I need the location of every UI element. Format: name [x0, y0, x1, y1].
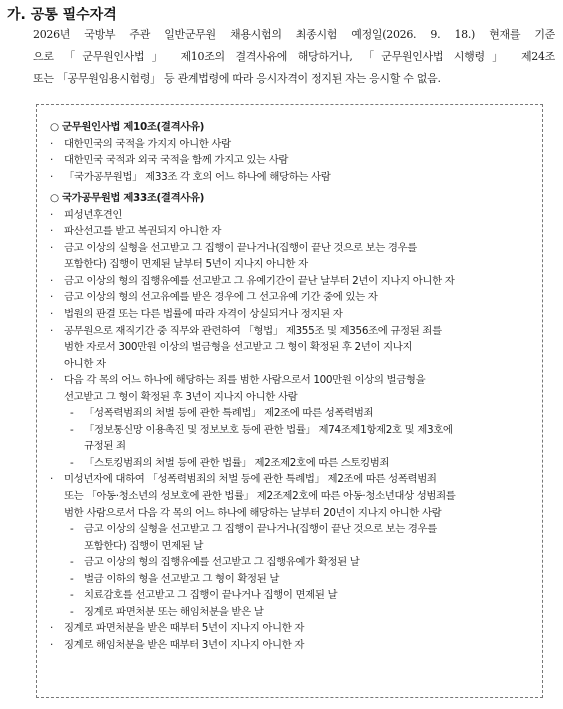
- list-item-line: [50, 505, 536, 522]
- list-item-line: [50, 389, 536, 406]
- item-text: 법원의 판결 또는 다른 법률에 따라 자격이 상실되거나 정지된 자: [64, 308, 343, 321]
- list-item-line: [50, 339, 536, 356]
- item-text: 「스토킹범죄의 처벌 등에 관한 법률」 제2조제2호에 따른 스토킹범죄: [84, 456, 390, 469]
- dot-bullet: ·: [50, 137, 53, 150]
- sub-item-line: [50, 521, 536, 538]
- sub-item-line: [50, 455, 536, 472]
- item-text: 금고 이상의 형의 집행유예를 선고받고 그 집행유예가 확정된 날: [84, 556, 360, 569]
- dash-bullet: -: [70, 572, 74, 585]
- list-item-line: [50, 620, 536, 637]
- dot-bullet: ·: [50, 324, 53, 337]
- list-item-line: [50, 323, 536, 340]
- item-text: 「성폭력범죄의 처벌 등에 관한 특례법」 제2조에 따른 성폭력범죄: [84, 407, 374, 420]
- list-item-line: [50, 273, 536, 290]
- sub-item-line: [50, 571, 536, 588]
- law-section-title: ○ 국가공무원법 제33조(결격사유): [50, 192, 205, 205]
- item-text: 금고 이상의 실형을 선고받고 그 집행이 끝나거나(집행이 끝난 것으로 보는 경우를: [64, 241, 417, 254]
- item-text: 포함한다) 집행이 면제된 날부터 5년이 지나지 아니한 자: [64, 258, 308, 271]
- sub-item-line: [50, 422, 536, 439]
- sub-item-line: [50, 438, 536, 455]
- item-text: 징계로 파면처분을 받은 때부터 5년이 지나지 아니한 자: [64, 622, 305, 635]
- dot-bullet: ·: [50, 638, 53, 651]
- dot-bullet: ·: [50, 308, 53, 321]
- disqualification-list: [50, 119, 536, 654]
- list-item-line: [50, 356, 536, 373]
- item-text: 선고받고 그 형이 확정된 후 3년이 지나지 아니한 사람: [64, 390, 298, 403]
- item-text: 징계로 해임처분을 받은 때부터 3년이 지나지 아니한 자: [64, 638, 305, 651]
- dash-bullet: -: [70, 589, 74, 602]
- item-text: 공무원으로 재직기간 중 직무와 관련하여 「형법」 제355조 및 제356조에 규정된 죄를: [64, 324, 442, 337]
- intro-line: 또는 「공무원임용시험령」 등 관계법령에 따라 응시자격이 정지된 자는 응시할 수 없음.: [33, 72, 441, 85]
- item-text: 규정된 죄: [84, 440, 126, 453]
- dot-bullet: ·: [50, 170, 53, 183]
- dash-bullet: -: [70, 556, 74, 569]
- dot-bullet: ·: [50, 241, 53, 254]
- intro-line: 으로 「군무원인사법」 제10조의 결격사유에 해당하거나, 「군무원인사법 시행령」 제24조: [33, 50, 555, 63]
- disqualification-box: [36, 104, 543, 698]
- sub-item-line: [50, 554, 536, 571]
- intro-line: 2026년 국방부 주관 일반군무원 채용시험의 최종시험 예정일(2026. 9. 18.) 현재를 기준: [33, 28, 555, 41]
- dash-bullet: -: [70, 456, 74, 469]
- dot-bullet: ·: [50, 154, 53, 167]
- dot-bullet: ·: [50, 208, 53, 221]
- item-text: 다음 각 목의 어느 하나에 해당하는 죄를 범한 사람으로서 100만원 이상의 벌금형을: [64, 374, 426, 387]
- item-text: 「국가공무원법」 제33조 각 호의 어느 하나에 해당하는 사람: [64, 170, 331, 183]
- item-text: 금고 이상의 실형을 선고받고 그 집행이 끝나거나(집행이 끝난 것으로 보는 경우를: [84, 523, 437, 536]
- item-text: 또는 「아동·청소년의 성보호에 관한 법률」 제2조제2호에 따른 아동·청소년대상 성범죄를: [64, 490, 456, 503]
- list-item-line: [50, 207, 536, 224]
- list-item-line: [50, 637, 536, 654]
- item-text: 징계로 파면처분 또는 해임처분을 받은 날: [84, 605, 264, 618]
- item-text: 포함한다) 집행이 면제된 날: [84, 539, 204, 552]
- list-item-line: [50, 136, 536, 153]
- dot-bullet: ·: [50, 374, 53, 387]
- item-text: 대한민국의 국적을 가지지 아니한 사람: [64, 137, 231, 150]
- list-item-line: [50, 152, 536, 169]
- item-text: 치료감호를 선고받고 그 집행이 끝나거나 집행이 면제된 날: [84, 589, 338, 602]
- dash-bullet: -: [70, 423, 74, 436]
- dot-bullet: ·: [50, 291, 53, 304]
- list-item-line: [50, 306, 536, 323]
- section-heading: 가. 공통 필수자격: [7, 7, 117, 23]
- item-text: 미성년자에 대하여 「성폭력범죄의 처벌 등에 관한 특례법」 제2조에 따른 성폭력범죄: [64, 473, 437, 486]
- sub-item-line: [50, 405, 536, 422]
- item-text: 금고 이상의 형의 선고유예를 받은 경우에 그 선고유예 기간 중에 있는 자: [64, 291, 378, 304]
- item-text: 「정보통신망 이용촉진 및 정보보호 등에 관한 법률」 제74조제1항제2호 및 제3호에: [84, 423, 453, 436]
- sub-item-line: [50, 538, 536, 555]
- list-item-line: [50, 223, 536, 240]
- list-item-line: [50, 240, 536, 257]
- list-item-line: [50, 372, 536, 389]
- law-section-title: ○ 군무원인사법 제10조(결격사유): [50, 121, 205, 133]
- dot-bullet: ·: [50, 225, 53, 238]
- item-text: 파산선고를 받고 복권되지 아니한 자: [64, 225, 222, 238]
- list-item-line: [50, 471, 536, 488]
- dash-bullet: -: [70, 523, 74, 536]
- dash-bullet: -: [70, 407, 74, 420]
- dot-bullet: ·: [50, 274, 53, 287]
- item-text: 아니한 자: [64, 357, 106, 370]
- item-text: 대한민국 국적과 외국 국적을 함께 가지고 있는 사람: [64, 154, 289, 167]
- intro-paragraph: [33, 24, 555, 90]
- item-text: 범한 사람으로서 다음 각 목의 어느 하나에 해당하는 날부터 20년이 지나지 아니한 사람: [64, 506, 442, 519]
- item-text: 피성년후견인: [64, 208, 123, 221]
- item-text: 벌금 이하의 형을 선고받고 그 형이 확정된 날: [84, 572, 280, 585]
- item-text: 범한 자로서 300만원 이상의 벌금형을 선고받고 그 형이 확정된 후 2년이 지나지: [64, 341, 413, 354]
- list-item-line: [50, 169, 536, 186]
- dash-bullet: -: [70, 605, 74, 618]
- list-item-line: [50, 289, 536, 306]
- dot-bullet: ·: [50, 622, 53, 635]
- item-text: 금고 이상의 형의 집행유예를 선고받고 그 유예기간이 끝난 날부터 2년이 지나지 아니한 자: [64, 274, 455, 287]
- list-item-line: [50, 488, 536, 505]
- list-item-line: [50, 256, 536, 273]
- sub-item-line: [50, 587, 536, 604]
- sub-item-line: [50, 604, 536, 621]
- dot-bullet: ·: [50, 473, 53, 486]
